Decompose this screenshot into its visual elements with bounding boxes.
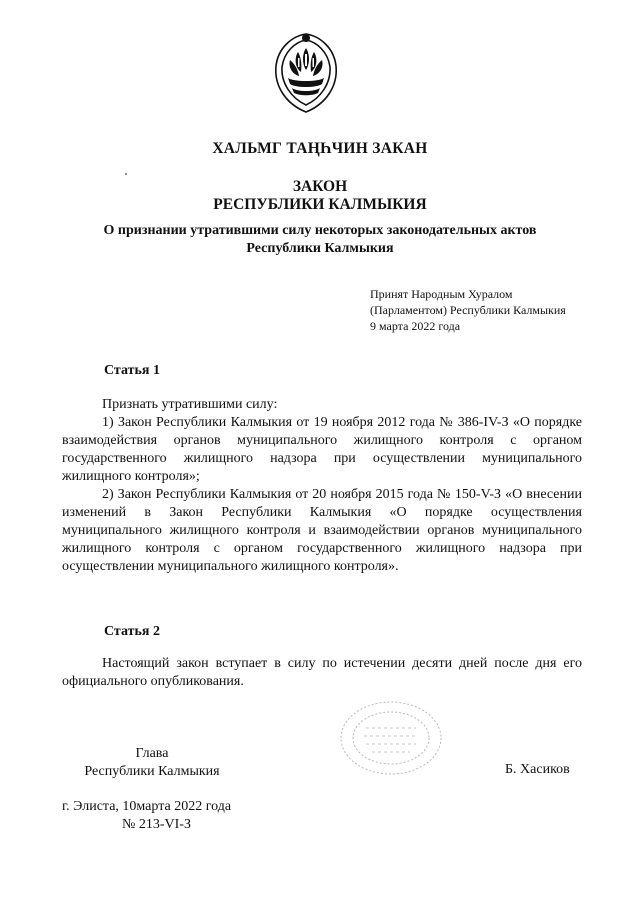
article2-heading: Статья 2 [104,624,160,639]
adoption-note [370,286,610,334]
article1-item1: 1) Закон Республики Калмыкия от 19 ноября 2012 года № 386-IV-З «О порядке взаимодействия органов муниципального жилищного контроля с органом государственного жилищного надзора при осуществлении муниципального жилищного контроля»; [62,415,582,484]
law-subject-line1: О признании утратившими силу некоторых законодательных актов [103,223,537,238]
adoption-line1: Принят Народным Хуралом [370,287,513,301]
scan-speck [124,163,128,167]
law-number: № 213-VI-З [122,817,191,832]
seal-stamp-icon [336,698,446,778]
law-subject [60,222,580,258]
article2-body [62,655,582,691]
signatory-position-line1: Глава [135,746,169,761]
place-date: г. Элиста, 10марта 2022 года [62,799,232,814]
law-subject-line2: Республики Калмыкия [246,241,394,256]
signatory-position [62,745,242,781]
title-law: ЗАКОН [292,178,348,195]
adoption-line2: (Парламентом) Республики Калмыкия [370,303,566,317]
article1-heading: Статья 1 [104,363,160,378]
article1-intro: Признать утратившими силу: [102,397,278,412]
article1-item2: 2) Закон Республики Калмыкия от 20 ноября 2015 года № 150-V-З «О внесении изменений в Закон Республики Калмыкия «О порядке осуществления муниципального жилищного контроля и взаимодействии органов муниципального жилищного контроля с органом государственного жилищного надзора при осуществлении муниципального жилищного контроля». [62,487,582,574]
signatory-position-line2: Республики Калмыкия [84,764,220,779]
article1-body [62,396,582,576]
emblem-icon [268,30,344,116]
title-kalmyk: ХАЛЬМГ ТАҢҺЧИН ЗАКАН [212,140,428,157]
adoption-date: 9 марта 2022 года [370,319,461,333]
title-republic: РЕСПУБЛИКИ КАЛМЫКИЯ [213,196,427,213]
article2-text: Настоящий закон вступает в силу по истечении десяти дней после дня его официального опубликования. [62,656,582,689]
place-and-number [62,798,262,834]
signatory-name: Б. Хасиков [505,762,570,777]
